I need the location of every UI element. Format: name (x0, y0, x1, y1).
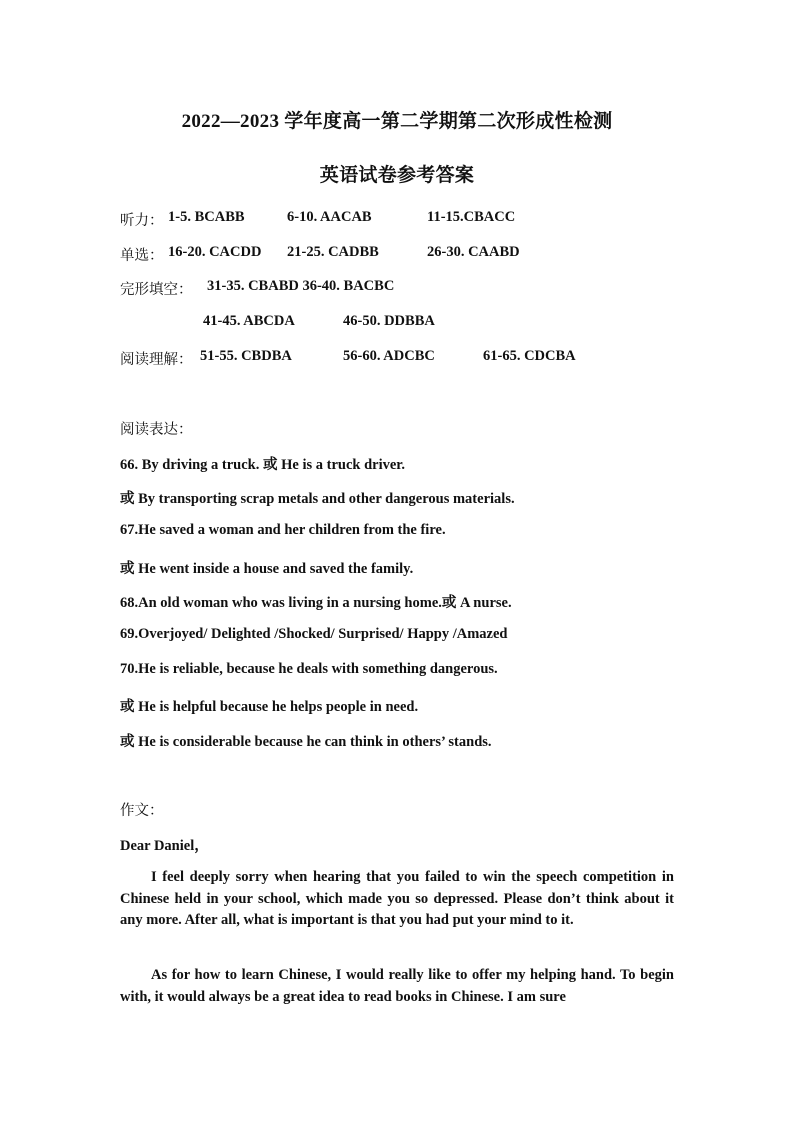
single-choice-group-1: 16-20. CACDD (168, 244, 262, 260)
answer-line: 68.An old woman who was living in a nursing home.或 A nurse. (120, 595, 512, 611)
single-choice-group-2: 21-25. CADBB (287, 244, 379, 260)
answer-line: 或 He is considerable because he can think in others’ stands. (120, 734, 492, 750)
cloze-label: 完形填空： (120, 282, 193, 298)
letter-paragraph-1: I feel deeply sorry when hearing that you failed to win the speech competition in Chinese held in your school, which made you so depressed. Please don’t think about it any more. After all, what is important is that you had put your mind to it. (120, 869, 674, 928)
reading-expression-label: 阅读表达： (120, 422, 193, 438)
listening-row (120, 209, 164, 230)
writing-heading (120, 799, 164, 820)
answer-line: 66. By driving a truck. 或 He is a truck driver. (120, 457, 406, 473)
cloze-row (120, 278, 193, 299)
letter-greeting: Dear Daniel， (120, 838, 209, 854)
reading-expression-heading (120, 418, 193, 439)
cloze-group-row2-1: 41-45. ABCDA (203, 313, 295, 329)
listening-group-2: 6-10. AACAB (287, 209, 372, 225)
reading-label: 阅读理解： (120, 352, 193, 368)
cloze-group-row2-2: 46-50. DDBBA (343, 313, 435, 329)
single-choice-row (120, 244, 164, 265)
letter-paragraph-2: As for how to learn Chinese, I would really like to offer my helping hand. To begin with, it would always be a great idea to read books in Chinese. I am sure (120, 967, 674, 1005)
answer-line: 67.He saved a woman and her children from the fire. (120, 522, 446, 538)
reading-row (120, 348, 193, 369)
answer-line: 或 By transporting scrap metals and other dangerous materials. (120, 491, 515, 507)
reading-group-3: 61-65. CDCBA (483, 348, 576, 364)
answer-line: 或 He went inside a house and saved the family. (120, 561, 414, 577)
reading-group-2: 56-60. ADCBC (343, 348, 435, 364)
answer-line: 69.Overjoyed/ Delighted /Shocked/ Surprised/ Happy /Amazed (120, 626, 508, 642)
page-title: 2022—2023 学年度高一第二学期第二次形成性检测 (181, 111, 613, 132)
cloze-group-row1: 31-35. CBABD 36-40. BACBC (207, 278, 395, 294)
listening-group-1: 1-5. BCABB (168, 209, 245, 225)
listening-group-3: 11-15.CBACC (427, 209, 516, 225)
answer-line: 或 He is helpful because he helps people in need. (120, 699, 419, 715)
page-subtitle (0, 160, 794, 187)
single-choice-label: 单选： (120, 248, 164, 264)
subtitle-text: 英语试卷参考答案 (319, 165, 475, 186)
single-choice-group-3: 26-30. CAABD (427, 244, 520, 260)
answer-line: 70.He is reliable, because he deals with something dangerous. (120, 661, 498, 677)
writing-label: 作文： (120, 803, 164, 819)
reading-group-1: 51-55. CBDBA (200, 348, 292, 364)
listening-label: 听力： (120, 213, 164, 229)
